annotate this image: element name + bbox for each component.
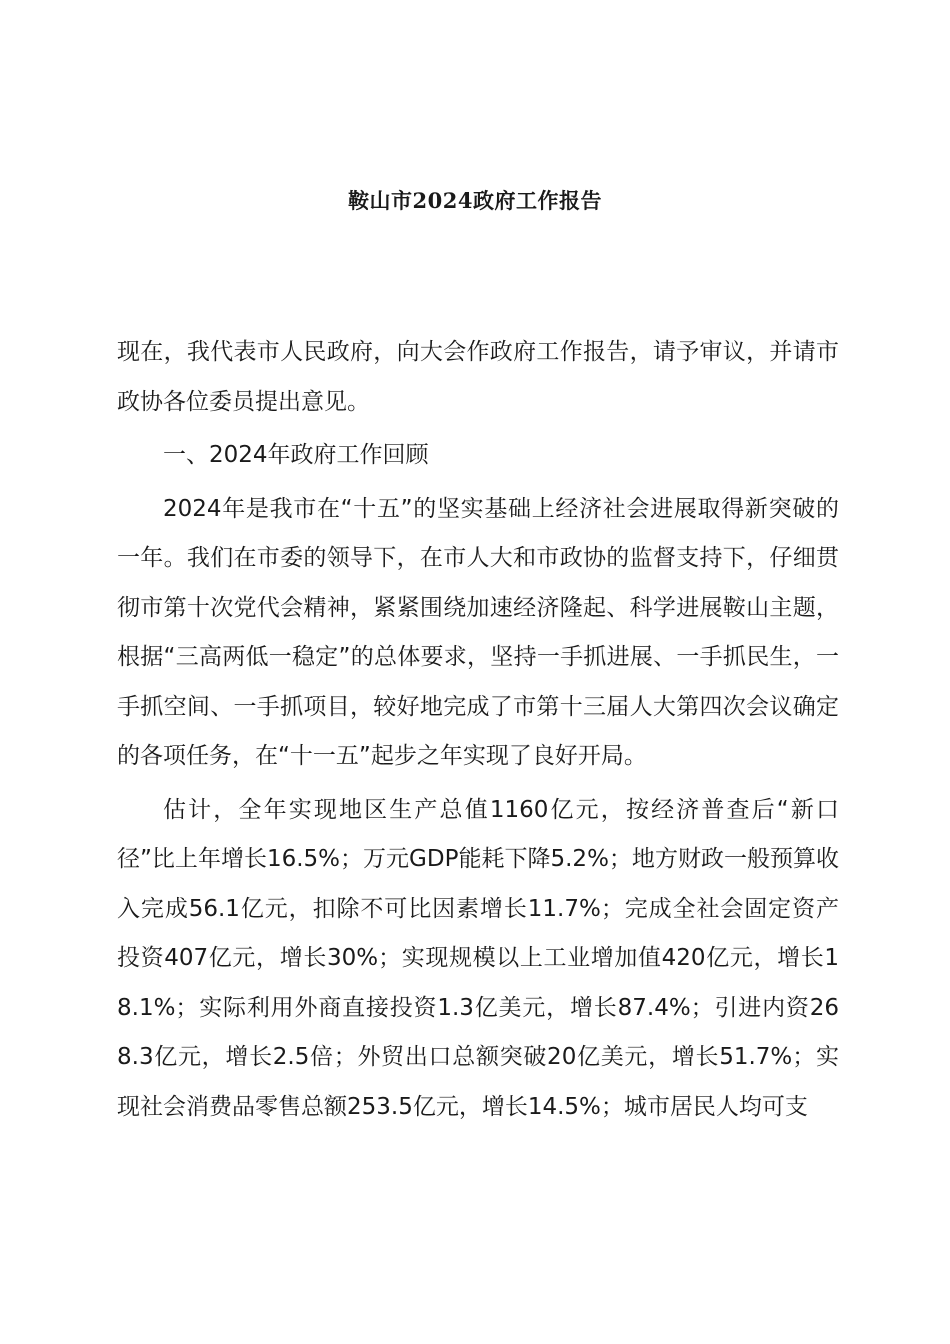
paragraph-statistics: 估计，全年实现地区生产总值1160亿元，按经济普查后“新口径”比上年增长16.5%；万元GDP能耗下降5.2%；地方财政一般预算收入完成56.1亿元，扣除不可比因素增长11.7%；完成全社会固定资产投资407亿元，增长30%；实现规模以上工业增加值420亿元，增长18.1%；实际利用外商直接投资1.3亿美元，增长87.4%；引进内资268.3亿元，增长2.5倍；外贸出口总额突破20亿美元，增长51.7%；实现社会消费品零售总额253.5亿元，增长14.5%；城市居民人均可支 [117,796,839,1120]
document-title: 鞍山市2024政府工作报告 [348,188,602,213]
paragraph-opening: 现在，我代表市人民政府，向大会作政府工作报告，请予审议，并请市政协各位委员提出意见。 [117,339,839,415]
document-body [117,328,839,1136]
paragraph-review: 2024年是我市在“十五”的坚实基础上经济社会进展取得新突破的一年。我们在市委的领导下，在市人大和市政协的监督支持下，仔细贯彻市第十次党代会精神，紧紧围绕加速经济隆起、科学进展鞍山主题，根据“三高两低一稳定”的总体要求，坚持一手抓进展、一手抓民生，一手抓空间、一手抓项目，较好地完成了市第十三届人大第四次会议确定的各项任务，在“十一五”起步之年实现了良好开局。 [117,495,839,769]
section-heading: 一、2024年政府工作回顾 [163,442,429,468]
